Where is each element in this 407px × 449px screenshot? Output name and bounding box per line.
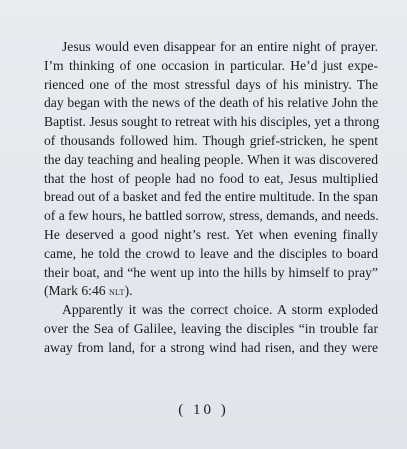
- citation-suffix: ).: [124, 283, 133, 299]
- text-line: He deserved a good night’s rest. Yet when evening finally: [44, 226, 378, 242]
- page-number: ( 10 ): [178, 402, 229, 418]
- text-line: Jesus would even disappear for an entire night of prayer.: [62, 39, 378, 54]
- text-line: day began with the news of the death of his relative John the: [44, 95, 378, 111]
- text-line: away from land, for a strong wind had risen, and they were: [44, 339, 378, 355]
- text-line: their boat, and “he went up into the hills by himself to pray”: [44, 264, 378, 280]
- text-line: the day teaching and healing people. When it was discovered: [44, 151, 378, 167]
- text-line: came, he told the crowd to leave and the disciples to board: [44, 245, 378, 261]
- text-line: over the Sea of Galilee, leaving the disciples “in trouble far: [44, 320, 378, 336]
- body-text: [44, 38, 378, 358]
- citation-prefix: (Mark 6:46: [44, 283, 109, 299]
- text-line: Baptist. Jesus sought to retreat with his disciples, yet a throng: [44, 114, 380, 130]
- text-line: that the host of people had no food to eat, Jesus multiplied: [44, 170, 378, 186]
- text-line: rienced one of the most stressful days of his ministry. The: [44, 76, 378, 92]
- scripture-citation: [44, 282, 378, 301]
- text-line: Apparently it was the correct choice. A storm exploded: [62, 302, 378, 318]
- text-line: I’m thinking of one occasion in particular. He’d just expe-: [44, 57, 378, 73]
- citation-version: nlt: [108, 285, 125, 299]
- text-line: bread out of a basket and fed the entire multitude. In the span: [44, 189, 378, 205]
- text-line: of a few hours, he battled sorrow, stress, demands, and needs.: [44, 208, 379, 224]
- text-line: of thousands followed him. Though grief-stricken, he spent: [44, 132, 378, 148]
